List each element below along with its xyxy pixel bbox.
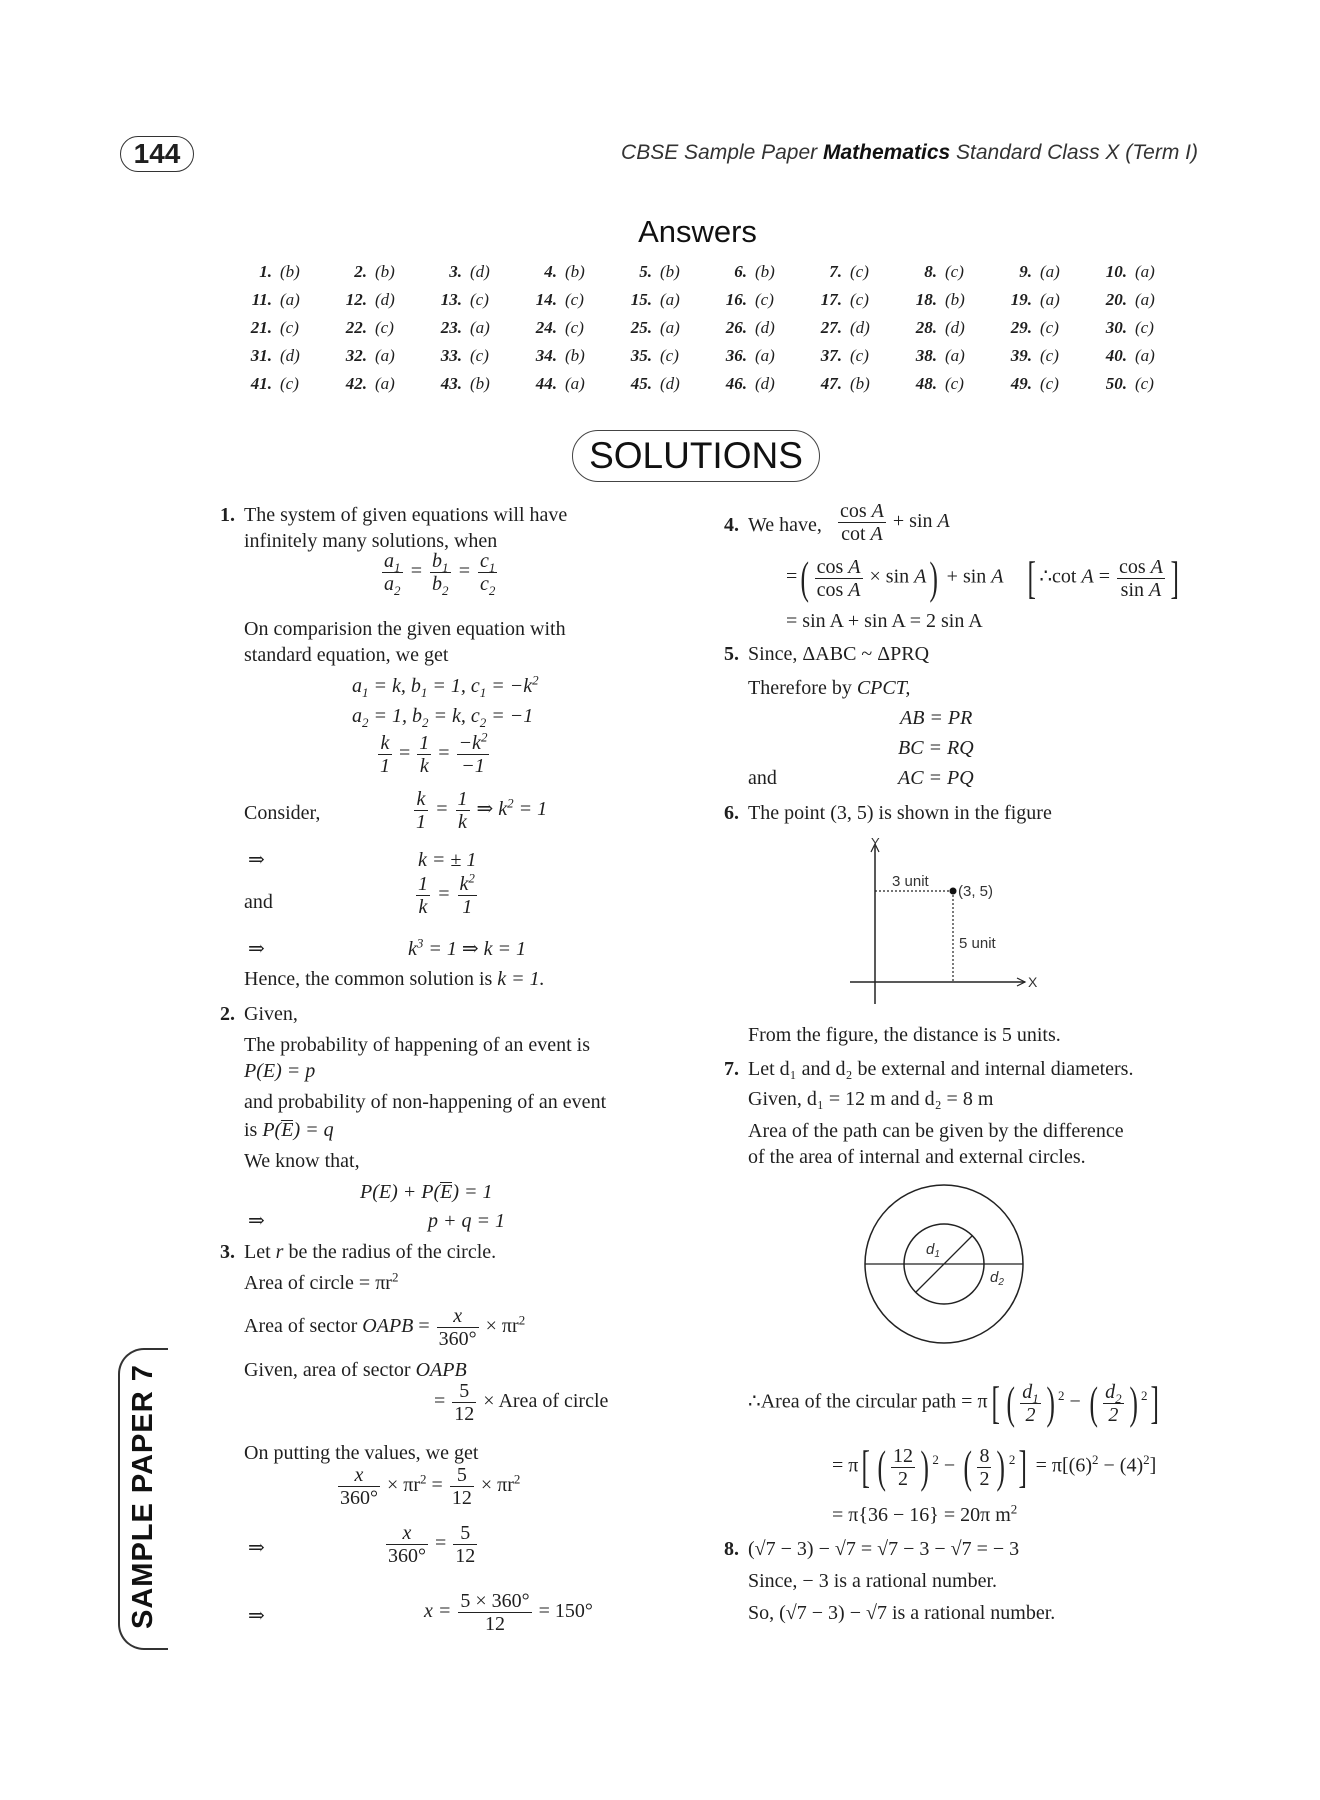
text-given: Given, area of sector [244, 1359, 416, 1381]
answer-option: (a) [660, 290, 680, 309]
answer-cell [327, 342, 422, 370]
text-area-sector: Area of sector [244, 1315, 363, 1338]
answer-option: (a) [1135, 346, 1155, 365]
text-5: 5 [452, 1380, 476, 1403]
answer-cell [707, 314, 802, 342]
equation-7-substituted: = π[ ( $\frac{12}{2}$ ) $^2$ − ( $\frac{8}{2}$ ) $^2] = \pi[(6)^2 - (4)^2]$ [832, 1441, 1157, 1492]
answer-cell [422, 314, 517, 342]
answer-option: (c) [280, 318, 299, 337]
equation-5-ab: AB = PR [900, 707, 973, 729]
answer-question-number: 14. [535, 290, 557, 309]
text-area-result: = π{36 − 16} = 20π m [832, 1504, 1011, 1526]
answer-option: (a) [660, 318, 680, 337]
answer-cell [707, 370, 802, 398]
and-label: and [244, 891, 273, 913]
answer-cell [992, 314, 1087, 342]
answer-row [232, 342, 1182, 370]
answer-question-number: 19. [1010, 290, 1032, 309]
answer-question-number: 17. [820, 290, 842, 309]
answer-option: (d) [280, 346, 300, 365]
answer-question-number: 41. [250, 374, 272, 393]
answer-option: (a) [280, 290, 300, 309]
answer-cell [327, 286, 422, 314]
answer-question-number: 5. [639, 262, 652, 281]
text-360: 360° [388, 1545, 426, 1567]
text-cpct: CPCT, [856, 677, 911, 699]
solution-1-conclusion-text: Hence, the common solution is [244, 968, 498, 990]
answer-cell [612, 370, 707, 398]
equation-pq: p + q = 1 [428, 1210, 505, 1232]
answer-option: (c) [565, 290, 584, 309]
answer-option: (d) [470, 262, 490, 281]
answer-question-number: 45. [630, 374, 652, 393]
answer-option: (c) [850, 290, 869, 309]
answer-option: (d) [945, 318, 965, 337]
answer-question-number: 30. [1105, 318, 1127, 337]
answer-option: (c) [470, 290, 489, 309]
solution-8-line: Since, − 3 is a rational number. [748, 1570, 998, 1592]
answer-option: (c) [1135, 374, 1154, 393]
answer-option: (c) [1040, 346, 1059, 365]
equation-4-result: = sin A + sin A = 2 sin A [786, 610, 983, 632]
solution-2-line: P(E) = p [244, 1060, 316, 1082]
answer-cell [992, 342, 1087, 370]
horizontal-distance-label: 3 unit [892, 873, 929, 890]
answer-option: (a) [945, 346, 965, 365]
answer-option: (a) [755, 346, 775, 365]
answer-question-number: 3. [449, 262, 462, 281]
answer-cell [517, 370, 612, 398]
point-label: (3, 5) [958, 883, 994, 900]
answer-cell [802, 342, 897, 370]
solutions-title: SOLUTIONS [572, 430, 820, 482]
answer-question-number: 16. [725, 290, 747, 309]
answer-row [232, 314, 1182, 342]
equation-ratio: $\frac{a_1}{a_2}$ = $\frac{b_1}{b_2}$ = $\frac{c_1}{c_2}$ [384, 550, 496, 598]
solution-1-conclusion [244, 967, 545, 991]
text-radius: be the radius of the circle. [283, 1241, 497, 1263]
answer-option: (a) [1040, 290, 1060, 309]
solution-1-line: infinitely many solutions, when [244, 530, 498, 552]
answer-option: (b) [375, 262, 395, 281]
answer-cell [612, 286, 707, 314]
solution-2-line: We know that, [244, 1150, 360, 1172]
answer-option: (c) [850, 262, 869, 281]
answer-row [232, 286, 1182, 314]
text-oapb: OAPB [362, 1315, 414, 1338]
answer-question-number: 40. [1105, 346, 1127, 365]
solution-2-number: 2. [220, 1003, 235, 1025]
answer-option: (c) [755, 290, 774, 309]
solution-3-fraction-area: = $\frac{5}{12}$ × Area of circle [434, 1380, 609, 1425]
answer-question-number: 49. [1010, 374, 1032, 393]
answer-cell [232, 258, 327, 286]
answer-cell [232, 370, 327, 398]
answer-cell [232, 286, 327, 314]
answer-option: (b) [660, 262, 680, 281]
answer-question-number: 34. [535, 346, 557, 365]
text-360: 360° [438, 1328, 477, 1350]
answer-cell [802, 370, 897, 398]
d1-subscript: 1 [934, 1249, 940, 1260]
equation-4-start: $\frac{\text{cos A}}{\text{cot A}}$ + sin A [840, 500, 950, 545]
answer-cell [232, 314, 327, 342]
text-area-circular-path: ∴Area of the circular path = π [748, 1390, 988, 1413]
answer-question-number: 4. [544, 262, 557, 281]
answer-cell [897, 258, 992, 286]
solution-7-line: of the area of internal and external circles. [748, 1146, 1086, 1168]
solution-8-line: So, (√7 − 3) − √7 is a rational number. [748, 1602, 1056, 1624]
answer-option: (a) [1135, 262, 1155, 281]
answer-cell [517, 286, 612, 314]
d1-letter: d [926, 1241, 935, 1258]
solution-2-line: is P(E) = q [244, 1119, 334, 1141]
equation-7-result: = π{36 − 16} = 20π $m^2$ [832, 1501, 1018, 1526]
answer-cell [612, 314, 707, 342]
text-12: 12 [455, 1545, 476, 1567]
text-5x360: 5 × 360° [460, 1590, 530, 1612]
answer-row [232, 370, 1182, 398]
text-5: 5 [453, 1522, 477, 1545]
answer-cell [327, 370, 422, 398]
answer-cell [707, 342, 802, 370]
answer-question-number: 31. [250, 346, 272, 365]
answer-question-number: 13. [440, 290, 462, 309]
answer-cell [422, 370, 517, 398]
text-150: = 150° [538, 1600, 593, 1623]
d2-subscript: 2 [998, 1277, 1004, 1288]
answer-cell [1087, 258, 1182, 286]
answer-question-number: 44. [535, 374, 557, 393]
solution-5-number: 5. [724, 643, 739, 665]
y-axis-label: Y [871, 835, 880, 850]
answer-question-number: 36. [725, 346, 747, 365]
x-axis-label: X [1028, 974, 1038, 990]
solution-3-line: On putting the values, we get [244, 1442, 479, 1464]
answer-cell [612, 258, 707, 286]
answer-cell [327, 314, 422, 342]
answer-question-number: 46. [725, 374, 747, 393]
d2-label [990, 1269, 1004, 1288]
answer-cell [612, 342, 707, 370]
answer-cell [1087, 286, 1182, 314]
text-5: 5 [450, 1464, 474, 1487]
solution-6-line: The point (3, 5) is shown in the figure [748, 802, 1052, 824]
answer-question-number: 10. [1105, 262, 1127, 281]
answer-cell [897, 370, 992, 398]
running-head-suffix: Standard Class X (Term I) [950, 141, 1198, 164]
point-marker [950, 888, 957, 895]
equation-5-ac: AC = PQ [898, 767, 974, 789]
answer-question-number: 2. [354, 262, 367, 281]
answer-option: (a) [565, 374, 585, 393]
solution-6-conclusion: From the figure, the distance is 5 units. [748, 1024, 1061, 1046]
answer-option: (d) [850, 318, 870, 337]
answer-question-number: 47. [820, 374, 842, 393]
consider-label: Consider, [244, 802, 321, 824]
solution-2-line: The probability of happening of an event is [244, 1034, 591, 1056]
answer-cell [422, 258, 517, 286]
answer-option: (a) [470, 318, 490, 337]
solution-6-number: 6. [724, 802, 739, 824]
text-area-circle: Area of circle = πr [244, 1272, 392, 1294]
answer-option: (b) [470, 374, 490, 393]
equation-x-ratio: $\frac{x}{360^\circ}$ = $\frac{5}{12}$ [388, 1522, 476, 1567]
answer-question-number: 12. [345, 290, 367, 309]
answer-option: (c) [280, 374, 299, 393]
text-x-equals: x = [424, 1600, 452, 1623]
answer-option: (d) [660, 374, 680, 393]
solution-1-line: On comparision the given equation with [244, 618, 566, 640]
answer-cell [707, 286, 802, 314]
answer-cell [422, 342, 517, 370]
answer-option: (c) [565, 318, 584, 337]
equation-and: $\frac{1}{k}$ = $\frac{k^2}{1}$ [418, 870, 475, 918]
answer-option: (c) [1040, 374, 1059, 393]
answer-cell [802, 286, 897, 314]
answer-question-number: 7. [829, 262, 842, 281]
answer-question-number: 8. [924, 262, 937, 281]
solution-8-line: (√7 − 3) − √7 = √7 − 3 − √7 = − 3 [748, 1538, 1020, 1560]
answer-question-number: 48. [915, 374, 937, 393]
answer-option: (c) [945, 374, 964, 393]
answer-question-number: 25. [630, 318, 652, 337]
d2-letter: d [990, 1269, 999, 1286]
solution-3-area-sector: Area of sector OAPB = $\frac{x}{360^\circ}$ × $\pi r^2$ [244, 1305, 526, 1350]
answer-question-number: 11. [251, 290, 272, 309]
text-therefore: Therefore by [748, 677, 857, 699]
solution-1-conclusion-eq: k = 1. [497, 968, 545, 990]
answer-cell [327, 258, 422, 286]
answer-cell [992, 258, 1087, 286]
text-oapb: OAPB [415, 1359, 467, 1381]
answer-cell [802, 258, 897, 286]
answer-option: (a) [1135, 290, 1155, 309]
answer-question-number: 35. [630, 346, 652, 365]
answer-question-number: 24. [535, 318, 557, 337]
answer-option: (d) [755, 318, 775, 337]
answer-cell [1087, 342, 1182, 370]
implies-symbol: ⇒ [248, 1537, 265, 1559]
answer-option: (b) [280, 262, 300, 281]
solution-1-line: The system of given equations will have [244, 504, 568, 526]
answer-option: (a) [375, 374, 395, 393]
equation-4-cot-identity: [ ∴cot A = $\frac{\text{cos A}}{\text{sin A}}$ ] [1027, 552, 1179, 603]
running-head-subject: Mathematics [822, 141, 951, 164]
running-head [621, 141, 1198, 165]
coordinate-figure [840, 834, 1040, 1014]
answer-question-number: 9. [1019, 262, 1032, 281]
answer-option: (c) [1040, 318, 1059, 337]
answer-row [232, 258, 1182, 286]
answer-option: (a) [375, 346, 395, 365]
solution-5-cpct [748, 676, 910, 700]
answer-question-number: 37. [820, 346, 842, 365]
answer-option: (c) [660, 346, 679, 365]
equation-k-cube: $k^3 = 1$ ⇒ k = 1 [408, 935, 527, 960]
text-360: 360° [340, 1487, 378, 1509]
text-area-of-circle: × Area of circle [483, 1390, 609, 1413]
answer-question-number: 50. [1105, 374, 1127, 393]
d1-label [926, 1241, 940, 1260]
solution-2-line: and probability of non-happening of an event [244, 1091, 607, 1113]
sidebar-label: SAMPLE PAPER 7 [127, 1364, 159, 1630]
answer-option: (d) [375, 290, 395, 309]
solution-7-line: Given, d₁ = 12 m and d₂ = 8 m [748, 1088, 994, 1110]
equation-4-expanded: =( $\frac{\text{cos A}}{\text{cos A}}$ × sin A) + sin A [786, 552, 1004, 603]
answer-key-grid [232, 258, 1182, 398]
answer-question-number: 23. [440, 318, 462, 337]
answer-cell [517, 314, 612, 342]
answer-option: (c) [375, 318, 394, 337]
answer-question-number: 15. [630, 290, 652, 309]
answer-question-number: 21. [250, 318, 272, 337]
answer-option: (c) [1135, 318, 1154, 337]
answer-question-number: 32. [345, 346, 367, 365]
page-number: 144 [120, 136, 194, 172]
implies-symbol: ⇒ [248, 938, 265, 960]
answer-question-number: 1. [259, 262, 272, 281]
solution-3-line [244, 1240, 496, 1264]
answer-question-number: 28. [915, 318, 937, 337]
equation-sector-equal: $\frac{x}{360^\circ}$ × $\pi r^2$ = $\frac{5}{12}$ × $\pi r^2$ [340, 1464, 521, 1509]
answer-cell [897, 314, 992, 342]
equation-k-value: k = ± 1 [418, 849, 477, 871]
equation-7-area: ∴Area of the circular path = π[ ( $\frac{d_1}{2}$ ) $^2$ − ( $\frac{d_2}{2}$ ) $^2$] [748, 1377, 1160, 1428]
answer-cell [517, 258, 612, 286]
solution-1-number: 1. [220, 504, 235, 526]
answer-cell [897, 342, 992, 370]
answer-cell [517, 342, 612, 370]
answer-cell [802, 314, 897, 342]
implies-symbol: ⇒ [248, 849, 265, 871]
text-12: 12 [485, 1613, 506, 1635]
solution-8-number: 8. [724, 1538, 739, 1560]
solution-5-line: Since, ΔABC ~ ΔPRQ [748, 643, 930, 665]
answer-cell [992, 286, 1087, 314]
answer-option: (b) [755, 262, 775, 281]
answer-question-number: 6. [734, 262, 747, 281]
answer-option: (b) [850, 374, 870, 393]
answer-question-number: 20. [1105, 290, 1127, 309]
text-let: Let [244, 1241, 276, 1263]
equation-probability-sum: P(E) + P(E) = 1 [360, 1181, 493, 1203]
answer-option: (d) [755, 374, 775, 393]
implies-symbol: ⇒ [248, 1605, 265, 1627]
answer-cell [1087, 314, 1182, 342]
answer-question-number: 27. [820, 318, 842, 337]
and-label: and [748, 767, 777, 789]
text-12: 12 [454, 1403, 475, 1425]
equation-coefficients-2: $a_2 = 1$, $b_2 = k$, $c_2 = -1$ [352, 705, 534, 730]
answer-option: (c) [850, 346, 869, 365]
solution-1-line: standard equation, we get [244, 644, 449, 666]
equation-consider: $\frac{k}{1}$ = $\frac{1}{k}$ ⇒ $k^2 = 1$ [416, 788, 548, 833]
equation-5-bc: BC = RQ [898, 737, 974, 759]
answer-question-number: 39. [1010, 346, 1032, 365]
solution-7-number: 7. [724, 1058, 739, 1080]
answers-title: Answers [638, 214, 757, 249]
answer-question-number: 26. [725, 318, 747, 337]
text-r: r [275, 1241, 284, 1263]
answer-option: (a) [1040, 262, 1060, 281]
answer-cell [992, 370, 1087, 398]
answer-question-number: 42. [345, 374, 367, 393]
answer-cell [707, 258, 802, 286]
answer-option: (c) [945, 262, 964, 281]
solution-3-number: 3. [220, 1241, 235, 1263]
answer-option: (b) [565, 346, 585, 365]
answer-option: (b) [945, 290, 965, 309]
solution-3-area-circle: Area of circle = $\pi r^2$ [244, 1269, 399, 1294]
answer-cell [897, 286, 992, 314]
answer-question-number: 38. [915, 346, 937, 365]
solution-7-line: Area of the path can be given by the difference [748, 1120, 1124, 1142]
answer-question-number: 18. [915, 290, 937, 309]
answer-cell [1087, 370, 1182, 398]
vertical-distance-label: 5 unit [959, 935, 996, 952]
answer-cell [232, 342, 327, 370]
answer-question-number: 22. [345, 318, 367, 337]
solution-3-given [244, 1358, 467, 1382]
circular-path-figure [860, 1180, 1030, 1350]
answer-option: (c) [470, 346, 489, 365]
answer-question-number: 29. [1010, 318, 1032, 337]
answer-cell [422, 286, 517, 314]
solution-2-is: is [244, 1119, 263, 1141]
solution-2-line: Given, [244, 1003, 298, 1025]
answer-question-number: 43. [440, 374, 462, 393]
running-head-prefix: CBSE Sample Paper [621, 141, 823, 164]
equation-coefficients-1: $a_1 = k$, $b_1 = 1$, $c_1 = -k^2$ [352, 672, 539, 700]
solution-4-we-have: We have, [748, 514, 822, 536]
equation-x-result [424, 1590, 593, 1635]
solution-4-number: 4. [724, 514, 739, 536]
answer-option: (b) [565, 262, 585, 281]
solution-7-line: Let d₁ and d₂ be external and internal diameters. [748, 1058, 1134, 1080]
equation-ratio-values: $\frac{k}{1}$ = $\frac{1}{k}$ = $\frac{-k^2}{-1}$ [380, 729, 488, 777]
answer-question-number: 33. [440, 346, 462, 365]
implies-symbol: ⇒ [248, 1210, 265, 1232]
text-12: 12 [451, 1487, 472, 1509]
